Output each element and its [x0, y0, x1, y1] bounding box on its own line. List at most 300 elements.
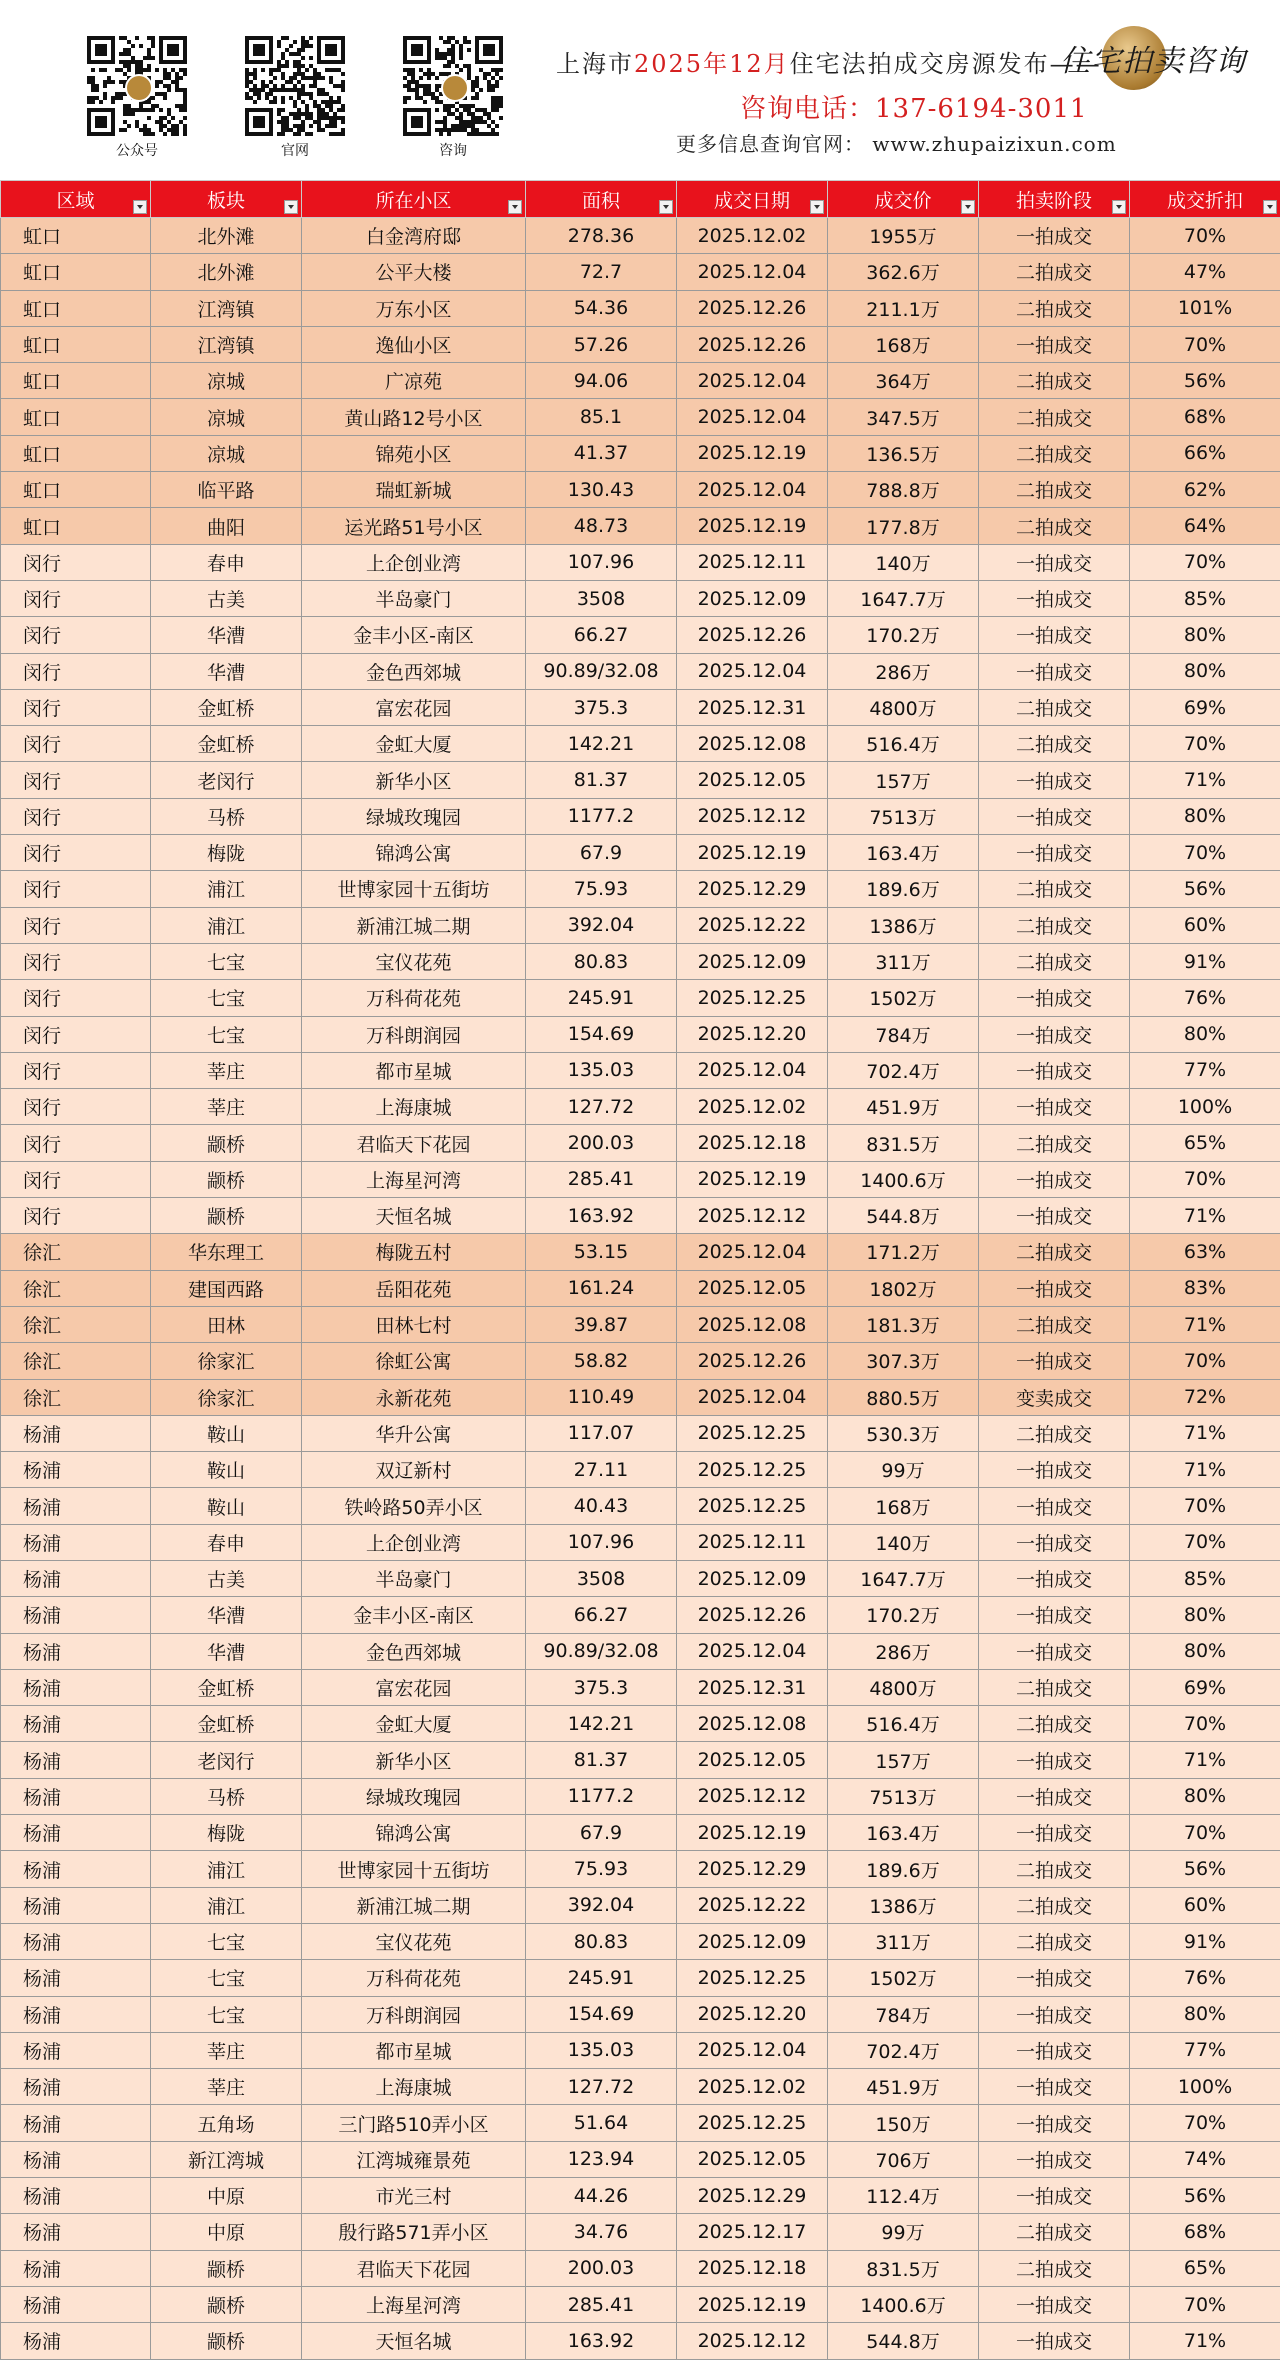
- cell-discount: 70%: [1130, 835, 1280, 871]
- cell-deal-date: 2025.12.04: [677, 399, 828, 435]
- cell-discount: 100%: [1130, 1089, 1280, 1125]
- filter-dropdown-icon[interactable]: [1112, 200, 1126, 214]
- cell-sector: 七宝: [151, 1016, 302, 1052]
- cell-sector: 凉城: [151, 435, 302, 471]
- cell-discount: 56%: [1130, 871, 1280, 907]
- cell-area: 66.27: [526, 617, 677, 653]
- column-header-label: 板块: [206, 189, 245, 212]
- cell-community: 万东小区: [302, 290, 526, 326]
- cell-area: 110.49: [526, 1379, 677, 1415]
- cell-community: 新浦江城二期: [302, 1887, 526, 1923]
- cell-deal-price: 4800万: [828, 689, 979, 725]
- cell-deal-date: 2025.12.26: [677, 326, 828, 362]
- cell-auction-stage: 二拍成交: [979, 399, 1130, 435]
- filter-dropdown-icon[interactable]: [133, 200, 147, 214]
- cell-sector: 颛桥: [151, 1125, 302, 1161]
- cell-deal-price: 1386万: [828, 907, 979, 943]
- cell-auction-stage: 二拍成交: [979, 472, 1130, 508]
- cell-sector: 颛桥: [151, 2323, 302, 2359]
- cell-deal-price: 140万: [828, 1524, 979, 1560]
- table-row: [1, 1343, 1280, 1379]
- table-row: [1, 1960, 1280, 1996]
- cell-deal-date: 2025.12.04: [677, 1633, 828, 1669]
- column-header-deal-price: [828, 181, 979, 218]
- table-row: [1, 544, 1280, 580]
- page-header: [0, 0, 1280, 180]
- cell-area: 48.73: [526, 508, 677, 544]
- cell-discount: 70%: [1130, 2105, 1280, 2141]
- cell-discount: 70%: [1130, 544, 1280, 580]
- cell-deal-date: 2025.12.25: [677, 1488, 828, 1524]
- cell-deal-price: 831.5万: [828, 1125, 979, 1161]
- cell-deal-date: 2025.12.29: [677, 2178, 828, 2214]
- column-header-region: [1, 181, 151, 218]
- cell-sector: 华漕: [151, 653, 302, 689]
- cell-sector: 七宝: [151, 980, 302, 1016]
- cell-auction-stage: 二拍成交: [979, 2214, 1130, 2250]
- filter-dropdown-icon[interactable]: [284, 200, 298, 214]
- column-header-auction-stage: [979, 181, 1130, 218]
- cell-auction-stage: 二拍成交: [979, 1669, 1130, 1705]
- cell-community: 锦鸿公寓: [302, 1815, 526, 1851]
- cell-deal-date: 2025.12.26: [677, 290, 828, 326]
- table-row: [1, 1996, 1280, 2032]
- cell-community: 万科朗润园: [302, 1016, 526, 1052]
- cell-community: 世博家园十五街坊: [302, 1851, 526, 1887]
- cell-sector: 颛桥: [151, 2286, 302, 2322]
- qr-caption: 公众号: [116, 143, 158, 159]
- cell-deal-price: 177.8万: [828, 508, 979, 544]
- cell-area: 127.72: [526, 2069, 677, 2105]
- cell-discount: 71%: [1130, 1415, 1280, 1451]
- cell-area: 1177.2: [526, 798, 677, 834]
- cell-discount: 71%: [1130, 1306, 1280, 1342]
- cell-discount: 60%: [1130, 1887, 1280, 1923]
- table-row: [1, 1887, 1280, 1923]
- cell-auction-stage: 一拍成交: [979, 2105, 1130, 2141]
- cell-region: 闵行: [1, 1161, 151, 1197]
- cell-auction-stage: 二拍成交: [979, 1923, 1130, 1959]
- cell-deal-date: 2025.12.02: [677, 2069, 828, 2105]
- cell-deal-price: 112.4万: [828, 2178, 979, 2214]
- table-row: [1, 1560, 1280, 1596]
- cell-area: 142.21: [526, 726, 677, 762]
- column-header-label: 区域: [56, 189, 95, 212]
- cell-deal-date: 2025.12.19: [677, 1815, 828, 1851]
- cell-deal-date: 2025.12.25: [677, 1452, 828, 1488]
- cell-region: 杨浦: [1, 1960, 151, 1996]
- cell-discount: 70%: [1130, 218, 1280, 254]
- cell-deal-date: 2025.12.25: [677, 1415, 828, 1451]
- cell-deal-price: 307.3万: [828, 1343, 979, 1379]
- cell-region: 杨浦: [1, 1452, 151, 1488]
- cell-region: 杨浦: [1, 1996, 151, 2032]
- cell-community: 市光三村: [302, 2178, 526, 2214]
- cell-deal-date: 2025.12.05: [677, 762, 828, 798]
- cell-deal-date: 2025.12.04: [677, 2032, 828, 2068]
- table-row: [1, 2250, 1280, 2286]
- cell-auction-stage: 一拍成交: [979, 326, 1130, 362]
- cell-sector: 金虹桥: [151, 726, 302, 762]
- cell-region: 虹口: [1, 399, 151, 435]
- cell-area: 39.87: [526, 1306, 677, 1342]
- cell-auction-stage: 一拍成交: [979, 1996, 1130, 2032]
- cell-region: 虹口: [1, 290, 151, 326]
- filter-dropdown-icon[interactable]: [1263, 200, 1277, 214]
- table-row: [1, 1742, 1280, 1778]
- cell-deal-date: 2025.12.09: [677, 1560, 828, 1596]
- cell-area: 75.93: [526, 871, 677, 907]
- cell-area: 94.06: [526, 363, 677, 399]
- cell-community: 金虹大厦: [302, 726, 526, 762]
- table-row: [1, 1198, 1280, 1234]
- cell-area: 72.7: [526, 254, 677, 290]
- cell-discount: 69%: [1130, 1669, 1280, 1705]
- cell-area: 392.04: [526, 907, 677, 943]
- cell-deal-date: 2025.12.04: [677, 1052, 828, 1088]
- cell-region: 杨浦: [1, 2069, 151, 2105]
- cell-deal-price: 136.5万: [828, 435, 979, 471]
- cell-region: 杨浦: [1, 1560, 151, 1596]
- table-row: [1, 1234, 1280, 1270]
- cell-sector: 春申: [151, 1524, 302, 1560]
- table-row: [1, 363, 1280, 399]
- cell-area: 54.36: [526, 290, 677, 326]
- cell-community: 上企创业湾: [302, 544, 526, 580]
- qr-wechat[interactable]: [82, 36, 192, 160]
- cell-community: 天恒名城: [302, 2323, 526, 2359]
- cell-auction-stage: 一拍成交: [979, 762, 1130, 798]
- cell-region: 杨浦: [1, 2323, 151, 2359]
- cell-sector: 浦江: [151, 871, 302, 907]
- cell-area: 245.91: [526, 1960, 677, 1996]
- cell-auction-stage: 二拍成交: [979, 943, 1130, 979]
- cell-discount: 70%: [1130, 2286, 1280, 2322]
- cell-community: 上企创业湾: [302, 1524, 526, 1560]
- cell-region: 闵行: [1, 544, 151, 580]
- cell-auction-stage: 一拍成交: [979, 1960, 1130, 1996]
- cell-deal-date: 2025.12.08: [677, 1306, 828, 1342]
- table-row: [1, 2069, 1280, 2105]
- table-row: [1, 2286, 1280, 2322]
- cell-region: 闵行: [1, 907, 151, 943]
- cell-area: 66.27: [526, 1597, 677, 1633]
- cell-deal-date: 2025.12.11: [677, 544, 828, 580]
- cell-deal-date: 2025.12.05: [677, 2141, 828, 2177]
- cell-sector: 田林: [151, 1306, 302, 1342]
- cell-deal-price: 1955万: [828, 218, 979, 254]
- cell-area: 392.04: [526, 1887, 677, 1923]
- table-row: [1, 943, 1280, 979]
- cell-deal-price: 784万: [828, 1016, 979, 1052]
- cell-area: 40.43: [526, 1488, 677, 1524]
- table-body: [1, 218, 1280, 2360]
- cell-sector: 中原: [151, 2214, 302, 2250]
- cell-area: 75.93: [526, 1851, 677, 1887]
- cell-community: 锦鸿公寓: [302, 835, 526, 871]
- cell-deal-date: 2025.12.26: [677, 1343, 828, 1379]
- table-row: [1, 617, 1280, 653]
- cell-deal-price: 211.1万: [828, 290, 979, 326]
- brand-logo: [1060, 24, 1246, 88]
- cell-deal-date: 2025.12.05: [677, 1742, 828, 1778]
- qr-consult[interactable]: [398, 36, 508, 160]
- cell-community: 永新花苑: [302, 1379, 526, 1415]
- cell-deal-date: 2025.12.08: [677, 726, 828, 762]
- cell-auction-stage: 二拍成交: [979, 1706, 1130, 1742]
- cell-deal-price: 170.2万: [828, 617, 979, 653]
- cell-sector: 徐家汇: [151, 1379, 302, 1415]
- cell-deal-price: 311万: [828, 943, 979, 979]
- cell-area: 80.83: [526, 1923, 677, 1959]
- cell-auction-stage: 二拍成交: [979, 508, 1130, 544]
- filter-dropdown-icon[interactable]: [508, 200, 522, 214]
- cell-discount: 71%: [1130, 762, 1280, 798]
- cell-discount: 83%: [1130, 1270, 1280, 1306]
- cell-discount: 70%: [1130, 1488, 1280, 1524]
- cell-area: 127.72: [526, 1089, 677, 1125]
- cell-area: 135.03: [526, 1052, 677, 1088]
- cell-area: 80.83: [526, 943, 677, 979]
- cell-deal-price: 163.4万: [828, 835, 979, 871]
- cell-discount: 91%: [1130, 1923, 1280, 1959]
- cell-auction-stage: 一拍成交: [979, 1633, 1130, 1669]
- cell-region: 闵行: [1, 1089, 151, 1125]
- cell-discount: 63%: [1130, 1234, 1280, 1270]
- cell-sector: 凉城: [151, 399, 302, 435]
- cell-area: 161.24: [526, 1270, 677, 1306]
- cell-deal-price: 831.5万: [828, 2250, 979, 2286]
- cell-discount: 71%: [1130, 1742, 1280, 1778]
- cell-community: 金丰小区-南区: [302, 617, 526, 653]
- cell-discount: 56%: [1130, 2178, 1280, 2214]
- cell-community: 逸仙小区: [302, 326, 526, 362]
- cell-deal-price: 168万: [828, 326, 979, 362]
- cell-sector: 梅陇: [151, 1815, 302, 1851]
- cell-deal-price: 7513万: [828, 798, 979, 834]
- cell-area: 90.89/32.08: [526, 1633, 677, 1669]
- cell-auction-stage: 二拍成交: [979, 290, 1130, 326]
- cell-discount: 85%: [1130, 580, 1280, 616]
- cell-area: 51.64: [526, 2105, 677, 2141]
- cell-auction-stage: 一拍成交: [979, 1089, 1130, 1125]
- cell-region: 杨浦: [1, 1851, 151, 1887]
- table-row: [1, 907, 1280, 943]
- cell-area: 58.82: [526, 1343, 677, 1379]
- cell-deal-date: 2025.12.19: [677, 1161, 828, 1197]
- table-row: [1, 1452, 1280, 1488]
- table-row: [1, 580, 1280, 616]
- cell-sector: 曲阳: [151, 508, 302, 544]
- cell-deal-price: 189.6万: [828, 871, 979, 907]
- cell-deal-price: 99万: [828, 2214, 979, 2250]
- cell-area: 154.69: [526, 1996, 677, 2032]
- cell-community: 黄山路12号小区: [302, 399, 526, 435]
- qr-website[interactable]: [240, 36, 350, 160]
- cell-discount: 60%: [1130, 907, 1280, 943]
- cell-region: 杨浦: [1, 2250, 151, 2286]
- cell-auction-stage: 一拍成交: [979, 1343, 1130, 1379]
- cell-deal-price: 1386万: [828, 1887, 979, 1923]
- cell-region: 闵行: [1, 835, 151, 871]
- cell-deal-price: 99万: [828, 1452, 979, 1488]
- cell-deal-date: 2025.12.25: [677, 1960, 828, 1996]
- cell-region: 虹口: [1, 218, 151, 254]
- cell-region: 杨浦: [1, 1524, 151, 1560]
- cell-deal-date: 2025.12.19: [677, 2286, 828, 2322]
- cell-sector: 莘庄: [151, 1089, 302, 1125]
- cell-sector: 新江湾城: [151, 2141, 302, 2177]
- cell-auction-stage: 一拍成交: [979, 835, 1130, 871]
- cell-sector: 鞍山: [151, 1452, 302, 1488]
- cell-area: 85.1: [526, 399, 677, 435]
- column-header-label: 面积: [581, 189, 620, 212]
- cell-region: 闵行: [1, 726, 151, 762]
- cell-region: 杨浦: [1, 1633, 151, 1669]
- cell-region: 闵行: [1, 980, 151, 1016]
- cell-area: 142.21: [526, 1706, 677, 1742]
- cell-discount: 71%: [1130, 1452, 1280, 1488]
- cell-deal-date: 2025.12.25: [677, 980, 828, 1016]
- column-header-sector: [151, 181, 302, 218]
- cell-community: 三门路510弄小区: [302, 2105, 526, 2141]
- cell-discount: 80%: [1130, 1597, 1280, 1633]
- cell-deal-price: 7513万: [828, 1778, 979, 1814]
- cell-discount: 69%: [1130, 689, 1280, 725]
- cell-auction-stage: 一拍成交: [979, 617, 1130, 653]
- cell-community: 世博家园十五街坊: [302, 871, 526, 907]
- table-row: [1, 508, 1280, 544]
- cell-sector: 北外滩: [151, 218, 302, 254]
- cell-community: 宝仪花苑: [302, 943, 526, 979]
- page-title: [556, 44, 1102, 79]
- cell-region: 徐汇: [1, 1270, 151, 1306]
- cell-area: 200.03: [526, 2250, 677, 2286]
- cell-auction-stage: 一拍成交: [979, 980, 1130, 1016]
- qr-code-icon: [87, 36, 187, 136]
- cell-region: 闵行: [1, 1016, 151, 1052]
- cell-discount: 80%: [1130, 1016, 1280, 1052]
- cell-auction-stage: 一拍成交: [979, 798, 1130, 834]
- cell-deal-price: 140万: [828, 544, 979, 580]
- cell-area: 67.9: [526, 1815, 677, 1851]
- cell-community: 锦苑小区: [302, 435, 526, 471]
- cell-deal-date: 2025.12.09: [677, 1923, 828, 1959]
- cell-region: 杨浦: [1, 1887, 151, 1923]
- table-row: [1, 653, 1280, 689]
- cell-discount: 71%: [1130, 2323, 1280, 2359]
- cell-deal-price: 157万: [828, 762, 979, 798]
- cell-deal-price: 364万: [828, 363, 979, 399]
- table-row: [1, 1379, 1280, 1415]
- cell-community: 君临天下花园: [302, 1125, 526, 1161]
- cell-deal-price: 702.4万: [828, 1052, 979, 1088]
- title-month: 2025年12月: [634, 50, 790, 78]
- cell-sector: 江湾镇: [151, 326, 302, 362]
- cell-deal-price: 286万: [828, 653, 979, 689]
- cell-discount: 65%: [1130, 1125, 1280, 1161]
- cell-auction-stage: 二拍成交: [979, 435, 1130, 471]
- table-row: [1, 472, 1280, 508]
- cell-deal-price: 880.5万: [828, 1379, 979, 1415]
- cell-auction-stage: 一拍成交: [979, 1742, 1130, 1778]
- cell-region: 徐汇: [1, 1306, 151, 1342]
- cell-community: 万科荷花苑: [302, 1960, 526, 1996]
- cell-community: 运光路51号小区: [302, 508, 526, 544]
- cell-discount: 65%: [1130, 2250, 1280, 2286]
- qr-logo-icon: [125, 74, 153, 102]
- cell-community: 上海星河湾: [302, 2286, 526, 2322]
- cell-deal-price: 706万: [828, 2141, 979, 2177]
- cell-sector: 浦江: [151, 1851, 302, 1887]
- cell-deal-date: 2025.12.11: [677, 1524, 828, 1560]
- cell-area: 3508: [526, 580, 677, 616]
- cell-area: 285.41: [526, 2286, 677, 2322]
- cell-community: 绿城玫瑰园: [302, 798, 526, 834]
- cell-auction-stage: 一拍成交: [979, 1052, 1130, 1088]
- cell-deal-date: 2025.12.09: [677, 943, 828, 979]
- title-prefix: 上海市: [556, 50, 634, 78]
- column-header-community: [302, 181, 526, 218]
- cell-area: 163.92: [526, 2323, 677, 2359]
- cell-discount: 66%: [1130, 435, 1280, 471]
- cell-area: 67.9: [526, 835, 677, 871]
- table-row: [1, 1524, 1280, 1560]
- cell-auction-stage: 二拍成交: [979, 2250, 1130, 2286]
- cell-area: 53.15: [526, 1234, 677, 1270]
- cell-deal-price: 516.4万: [828, 1706, 979, 1742]
- cell-community: 新华小区: [302, 762, 526, 798]
- table-header-row: [1, 181, 1280, 218]
- cell-area: 57.26: [526, 326, 677, 362]
- cell-area: 81.37: [526, 1742, 677, 1778]
- cell-deal-price: 1400.6万: [828, 1161, 979, 1197]
- cell-sector: 颛桥: [151, 1161, 302, 1197]
- cell-deal-price: 702.4万: [828, 2032, 979, 2068]
- table-row: [1, 689, 1280, 725]
- cell-community: 万科荷花苑: [302, 980, 526, 1016]
- cell-region: 杨浦: [1, 1923, 151, 1959]
- table-row: [1, 762, 1280, 798]
- cell-region: 闵行: [1, 617, 151, 653]
- cell-sector: 凉城: [151, 363, 302, 399]
- filter-dropdown-icon[interactable]: [810, 200, 824, 214]
- cell-deal-price: 784万: [828, 1996, 979, 2032]
- cell-sector: 临平路: [151, 472, 302, 508]
- table-row: [1, 1597, 1280, 1633]
- filter-dropdown-icon[interactable]: [961, 200, 975, 214]
- cell-auction-stage: 一拍成交: [979, 544, 1130, 580]
- cell-region: 杨浦: [1, 2141, 151, 2177]
- cell-sector: 江湾镇: [151, 290, 302, 326]
- cell-auction-stage: 二拍成交: [979, 1415, 1130, 1451]
- cell-auction-stage: 一拍成交: [979, 2069, 1130, 2105]
- table-row: [1, 1923, 1280, 1959]
- cell-deal-price: 1647.7万: [828, 1560, 979, 1596]
- cell-region: 闵行: [1, 871, 151, 907]
- cell-deal-price: 1400.6万: [828, 2286, 979, 2322]
- cell-sector: 华漕: [151, 1597, 302, 1633]
- cell-sector: 马桥: [151, 1778, 302, 1814]
- cell-area: 200.03: [526, 1125, 677, 1161]
- cell-discount: 62%: [1130, 472, 1280, 508]
- filter-dropdown-icon[interactable]: [659, 200, 673, 214]
- cell-discount: 74%: [1130, 2141, 1280, 2177]
- cell-auction-stage: 二拍成交: [979, 254, 1130, 290]
- cell-deal-date: 2025.12.04: [677, 1234, 828, 1270]
- cell-community: 金丰小区-南区: [302, 1597, 526, 1633]
- cell-sector: 七宝: [151, 1960, 302, 1996]
